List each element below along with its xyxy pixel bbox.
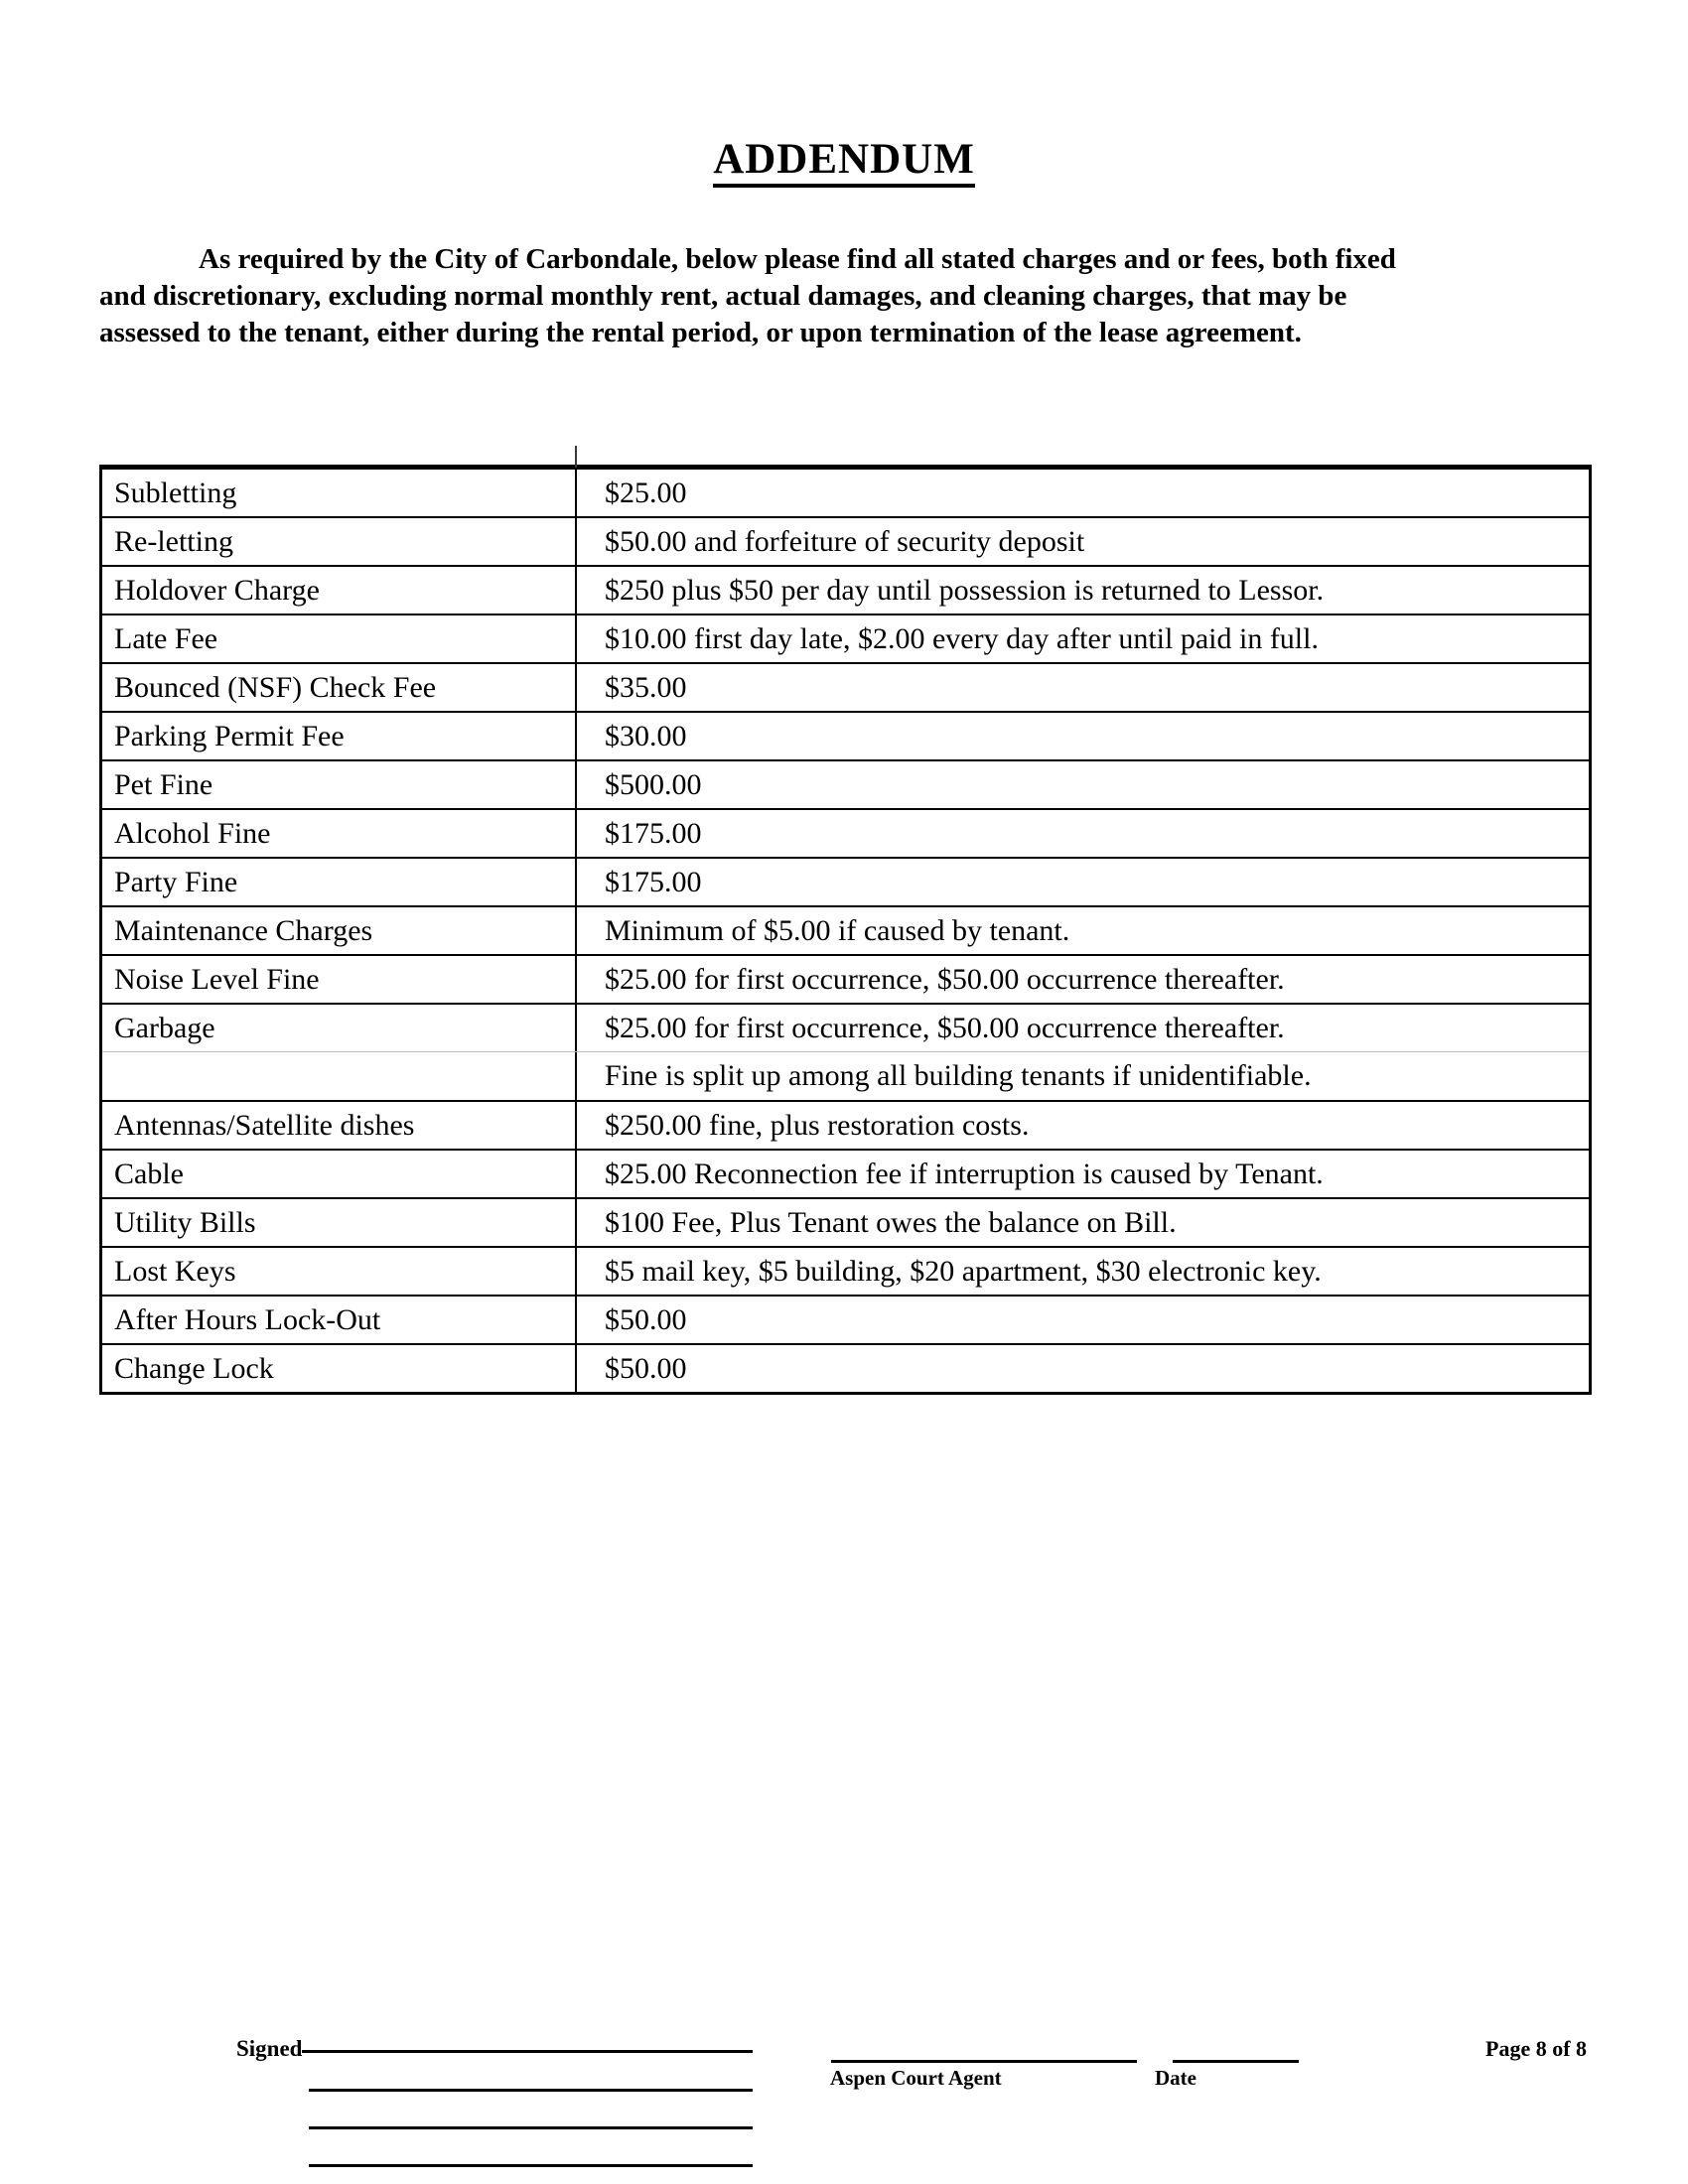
charge-cell: $25.00 Reconnection fee if interruption is caused by Tenant. — [605, 1158, 1324, 1190]
item-cell: Parking Permit Fee — [102, 713, 577, 759]
table-row — [102, 808, 1589, 857]
tenant-signature-line-3[interactable] — [309, 2126, 753, 2129]
table-row — [102, 1100, 1589, 1149]
agent-label: Aspen Court Agent — [830, 2066, 1002, 2090]
item-cell: Noise Level Fine — [102, 956, 577, 1003]
table-row — [102, 662, 1589, 711]
item-cell: Bounced (NSF) Check Fee — [102, 664, 577, 711]
fees-table — [99, 465, 1592, 1395]
item-cell: Antennas/Satellite dishes — [102, 1102, 577, 1149]
item-cell: Pet Fine — [102, 761, 577, 808]
item-cell: Alcohol Fine — [102, 810, 577, 857]
table-row — [102, 516, 1589, 565]
charge-cell: $500.00 — [605, 768, 702, 801]
table-row — [102, 565, 1589, 614]
charge-cell: $25.00 for first occurrence, $50.00 occurrence thereafter. — [605, 963, 1285, 996]
table-row — [102, 905, 1589, 954]
item-cell: Late Fee — [102, 615, 577, 662]
table-row — [102, 954, 1589, 1003]
table-row — [102, 1246, 1589, 1295]
table-row — [102, 468, 1589, 516]
table-row — [102, 1149, 1589, 1197]
charge-cell: $50.00 — [605, 1303, 687, 1336]
charge-cell: $100 Fee, Plus Tenant owes the balance on Bill. — [605, 1206, 1177, 1239]
table-row — [102, 759, 1589, 808]
item-cell: Lost Keys — [102, 1248, 577, 1295]
page-title: ADDENDUM — [713, 137, 975, 188]
date-line[interactable] — [1173, 2060, 1299, 2063]
agent-signature-line[interactable] — [831, 2060, 1137, 2063]
charge-cell: $5 mail key, $5 building, $20 apartment, $30 electronic key. — [605, 1255, 1322, 1288]
item-cell: Utility Bills — [102, 1199, 577, 1246]
charge-cell: $250 plus $50 per day until possession is returned to Lessor. — [605, 574, 1325, 607]
table-row — [102, 1343, 1589, 1392]
table-row — [102, 614, 1589, 662]
item-cell: Holdover Charge — [102, 567, 577, 614]
tenant-signature-line-4[interactable] — [309, 2164, 753, 2167]
column-divider-tick — [575, 446, 577, 468]
charge-cell: Minimum of $5.00 if caused by tenant. — [605, 914, 1070, 947]
charge-cell: Fine is split up among all building tenants if unidentifiable. — [605, 1059, 1312, 1092]
intro-paragraph — [99, 241, 1589, 351]
title-block — [0, 137, 1688, 188]
charge-cell: $50.00 and forfeiture of security deposit — [605, 525, 1085, 558]
charge-cell: $175.00 — [605, 817, 702, 850]
table-row — [102, 711, 1589, 759]
page-number: Page 8 of 8 — [1485, 2036, 1588, 2061]
item-cell: Garbage — [102, 1005, 577, 1051]
table-row — [102, 1295, 1589, 1343]
table-row — [102, 1003, 1589, 1051]
intro-line: and discretionary, excluding normal monthly rent, actual damages, and cleaning charges, that may be — [99, 280, 1347, 312]
item-cell: Maintenance Charges — [102, 907, 577, 954]
item-cell: Party Fine — [102, 859, 577, 905]
charge-cell: $35.00 — [605, 671, 687, 704]
signed-label: Signed — [236, 2036, 303, 2061]
date-label: Date — [1155, 2066, 1196, 2090]
table-row — [102, 857, 1589, 905]
charge-cell: $250.00 fine, plus restoration costs. — [605, 1109, 1030, 1142]
charge-cell: $30.00 — [605, 720, 687, 752]
item-cell — [102, 1052, 577, 1100]
charge-cell: $175.00 — [605, 866, 702, 898]
item-cell: Subletting — [102, 470, 577, 516]
charge-cell: $25.00 — [605, 477, 687, 509]
charge-cell: $25.00 for first occurrence, $50.00 occurrence thereafter. — [605, 1012, 1285, 1044]
item-cell: Change Lock — [102, 1345, 577, 1392]
item-cell: Re-letting — [102, 518, 577, 565]
tenant-signature-line-2[interactable] — [309, 2089, 753, 2092]
intro-line: As required by the City of Carbondale, below please find all stated charges and or fees, both fixed — [199, 243, 1396, 275]
intro-line: assessed to the tenant, either during the rental period, or upon termination of the lease agreement. — [99, 317, 1302, 348]
item-cell: After Hours Lock-Out — [102, 1297, 577, 1343]
item-cell: Cable — [102, 1151, 577, 1197]
tenant-signature-line-1[interactable] — [302, 2050, 753, 2053]
charge-cell: $10.00 first day late, $2.00 every day after until paid in full. — [605, 622, 1319, 655]
table-row — [102, 1197, 1589, 1246]
charge-cell: $50.00 — [605, 1352, 687, 1385]
table-row — [102, 1051, 1589, 1100]
